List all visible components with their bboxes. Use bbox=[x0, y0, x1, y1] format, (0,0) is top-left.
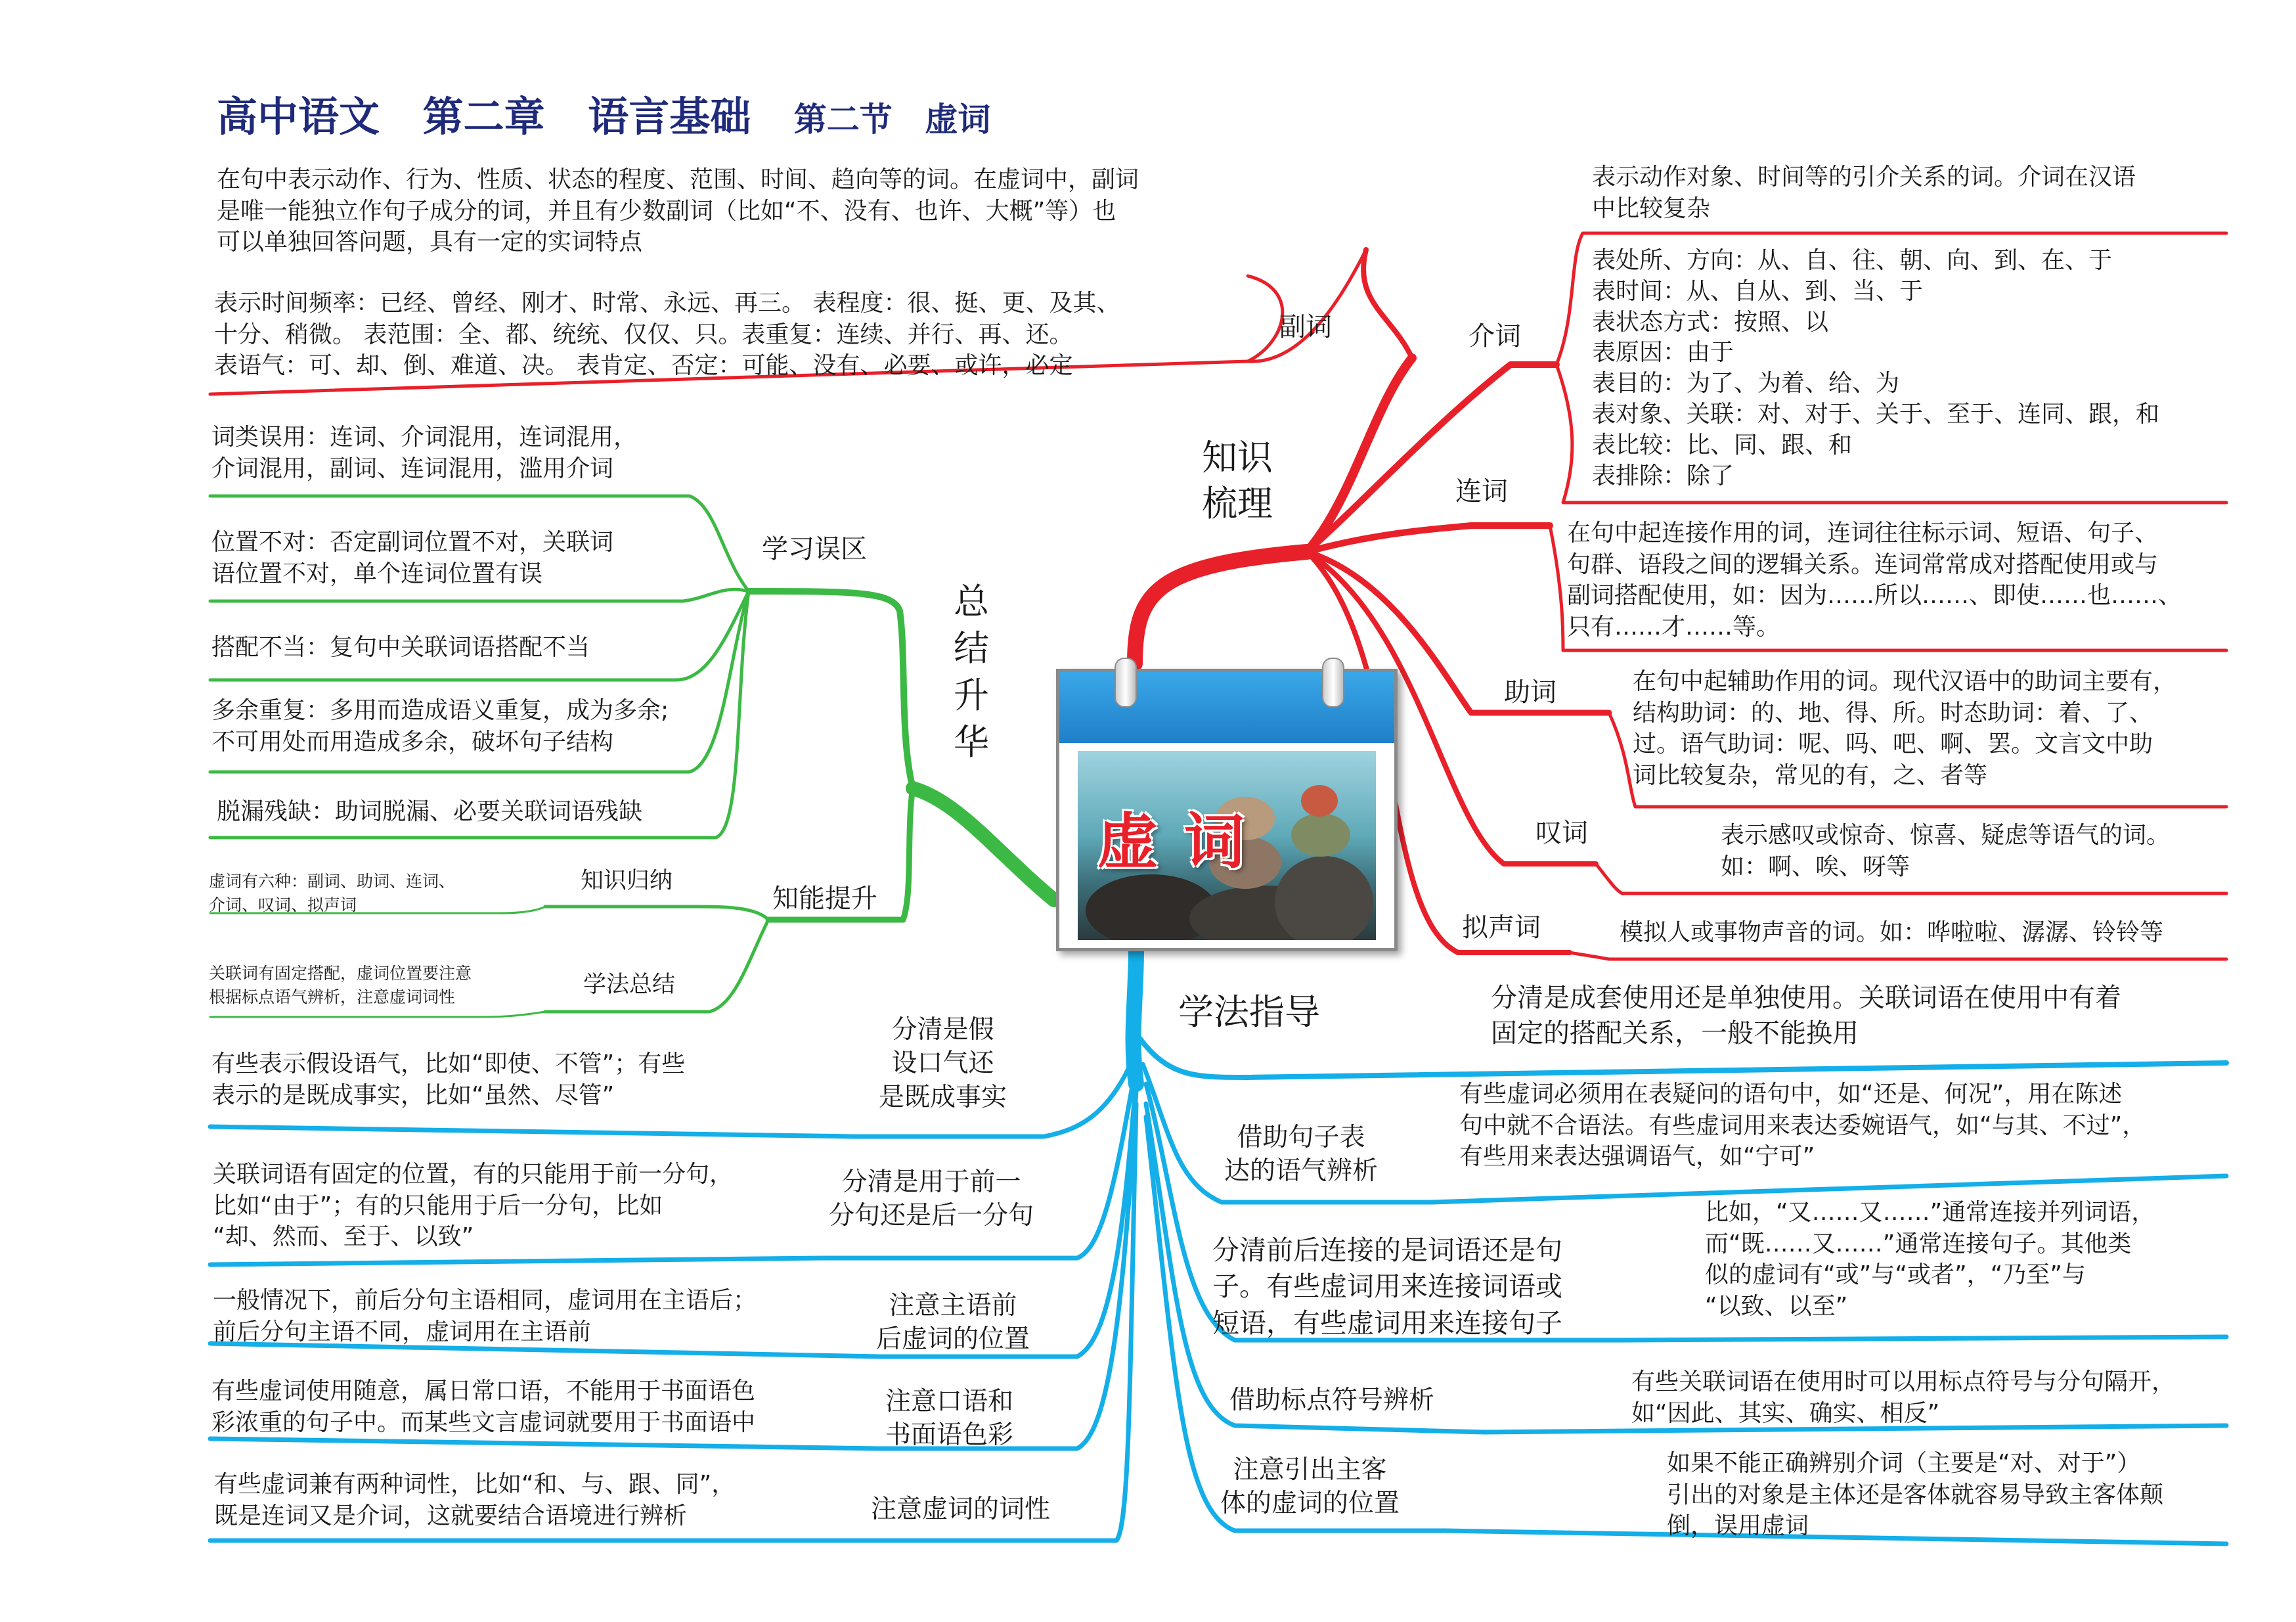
method-right-text bbox=[1491, 980, 2121, 1051]
text-line: 搭配不当：复句中关联词语搭配不当 bbox=[211, 634, 590, 661]
text-line: 比如“由于”；有的只能用于后一分句，比如 bbox=[213, 1192, 663, 1219]
fuci-node[interactable]: 副词 bbox=[1279, 312, 1332, 342]
text-line: 注意虚词的词性 bbox=[871, 1495, 1051, 1524]
summary-label-char: 华 bbox=[954, 721, 989, 763]
text-line: 结构助词：的、地、得、所。时态助词：着、了、 bbox=[1633, 699, 2153, 727]
knowledge-summary-node[interactable]: 知识归纳 bbox=[581, 868, 673, 894]
text-line: 只有……才……等。 bbox=[1567, 613, 1780, 641]
text-line: 注意主语前 bbox=[889, 1291, 1017, 1320]
title-sub: 虚词 bbox=[925, 101, 991, 139]
text-line: 倒，误用虚词 bbox=[1667, 1512, 1809, 1540]
text-line: 分清前后连接的是词语还是句 bbox=[1212, 1234, 1562, 1266]
text-line: 副词搭配使用，如：因为……所以……、即使……也……、 bbox=[1567, 582, 2182, 610]
improve-node[interactable]: 知能提升 bbox=[772, 884, 877, 914]
tanci-node[interactable]: 叹词 bbox=[1535, 818, 1588, 848]
text-line: 彩浓重的句子中。而某些文言虚词就要用于书面语中 bbox=[211, 1408, 756, 1436]
text-line: 有些用来表达强调语气，如“宁可” bbox=[1459, 1143, 1815, 1171]
mistake-item bbox=[211, 527, 613, 589]
method-summary-text bbox=[209, 962, 472, 1010]
method-left-node[interactable] bbox=[871, 1493, 1050, 1526]
text-line: 表排除：除了 bbox=[1592, 462, 1734, 489]
jieci-node[interactable]: 介词 bbox=[1468, 321, 1521, 351]
text-line: “却、然而、至于、以致” bbox=[213, 1223, 474, 1251]
text-line: 表对象、关联：对、对于、关于、至于、连同、跟，和 bbox=[1592, 400, 2160, 428]
fuci-types bbox=[214, 288, 1120, 382]
text-line: 介词混用，副词、连词混用，滥用介词 bbox=[211, 455, 614, 482]
text-line: “以致、以至” bbox=[1705, 1292, 1848, 1320]
method-right-text bbox=[1667, 1448, 2163, 1542]
text-line: 句中就不合语法。有些虚词用来表达委婉语气，如“与其、不过”， bbox=[1459, 1112, 2146, 1139]
knowledge-label-line: 梳理 bbox=[1202, 483, 1273, 525]
text-line: 固定的搭配关系，一般不能换用 bbox=[1491, 1018, 1859, 1048]
method-summary-node[interactable]: 学法总结 bbox=[583, 972, 676, 998]
text-line: 分清是用于前一 bbox=[841, 1167, 1021, 1197]
title-topic: 语言基础 bbox=[588, 93, 751, 141]
method-left-node[interactable] bbox=[885, 1385, 1013, 1453]
summary-label-char: 升 bbox=[954, 674, 989, 716]
text-line: 短语，有些虚词用来连接句子 bbox=[1212, 1307, 1562, 1339]
title-chapter: 第二章 bbox=[422, 93, 545, 141]
method-left-text bbox=[211, 1048, 685, 1111]
text-line: 表时间：从、自从、到、当、于 bbox=[1592, 277, 1924, 305]
text-line: 表示时间频率：已经、曾经、刚才、时常、永远、再三。 表程度：很、挺、更、及其、 bbox=[214, 290, 1120, 317]
text-line: 脱漏残缺：助词脱漏、必要关联词语残缺 bbox=[217, 798, 643, 825]
tanci-desc bbox=[1721, 820, 2170, 882]
method-left-text bbox=[213, 1159, 733, 1253]
text-line: 在句中起辅助作用的词。现代汉语中的助词主要有， bbox=[1633, 668, 2177, 695]
text-line: 如：啊、唉、呀等 bbox=[1721, 853, 1910, 880]
knowledge-label[interactable] bbox=[1202, 435, 1273, 527]
calendar-ring-icon bbox=[1115, 658, 1137, 708]
text-line: 比如，“又……又……”通常连接并列词语， bbox=[1705, 1199, 2155, 1226]
text-line: 有些关联词语在使用时可以用标点符号与分句隔开， bbox=[1631, 1368, 2176, 1395]
method-right-text bbox=[1705, 1197, 2155, 1322]
text-line: 位置不对：否定副词位置不对，关联词 bbox=[211, 529, 614, 556]
text-line: 表示的是既成事实，比如“虽然、尽管” bbox=[211, 1081, 615, 1109]
nishengci-desc: 模拟人或事物声音的词。如：哗啦啦、潺潺、铃铃等 bbox=[1620, 919, 2164, 946]
text-line: 书面语色彩 bbox=[885, 1420, 1014, 1451]
text-line: 似的虚词有“或”与“或者”，“乃至”与 bbox=[1705, 1261, 2086, 1289]
method-right-node[interactable] bbox=[1229, 1384, 1434, 1417]
text-line: 介词、叹词、拟声词 bbox=[209, 895, 357, 915]
method-right-text bbox=[1631, 1366, 2175, 1429]
title-subject: 高中语文 bbox=[217, 93, 380, 141]
calendar-ring-icon bbox=[1322, 658, 1344, 708]
text-line: 而“既……又……”通常连接句子。其他类 bbox=[1705, 1230, 2132, 1257]
text-line: 表示感叹或惊奇、惊喜、疑虑等语气的词。 bbox=[1721, 822, 2171, 849]
text-line: 不可用处而用造成多余，破坏句子结构 bbox=[211, 728, 614, 755]
text-line: 表原因：由于 bbox=[1592, 339, 1734, 367]
method-right-text bbox=[1459, 1079, 2146, 1173]
jieci-intro bbox=[1592, 162, 2136, 224]
text-line: 子。有些虚词用来连接词语或 bbox=[1212, 1271, 1562, 1303]
text-line: 是唯一能独立作句子成分的词，并且有少数副词（比如“不、没有、也许、大概”等）也 bbox=[217, 197, 1116, 225]
page-title bbox=[217, 84, 1019, 143]
mistakes-node[interactable]: 学习误区 bbox=[762, 534, 867, 564]
method-left-text bbox=[211, 1376, 755, 1438]
text-line: 如果不能正确辨别介词（主要是“对、对于”） bbox=[1667, 1450, 2141, 1477]
summary-label-char: 总 bbox=[954, 581, 989, 622]
text-line: 表状态方式：按照、以 bbox=[1592, 308, 1829, 336]
text-line: 在句中表示动作、行为、性质、状态的程度、范围、时间、趋向等的词。在虚词中，副词 bbox=[217, 166, 1139, 193]
text-line: 表处所、方向：从、自、往、朝、向、到、在、于 bbox=[1592, 247, 2113, 274]
text-line: 是既成事实 bbox=[879, 1082, 1007, 1112]
jieci-types bbox=[1592, 246, 2159, 491]
text-line: 语位置不对，单个连词位置有误 bbox=[211, 560, 543, 587]
text-line: 表语气：可、却、倒、难道、决。 表肯定、否定：可能、没有、必要、或许，必定 bbox=[214, 352, 1073, 380]
method-left-node[interactable] bbox=[876, 1289, 1030, 1357]
text-line: 词类误用：连词、介词混用，连词混用， bbox=[211, 424, 638, 451]
text-line: 一般情况下，前后分句主语相同，虚词用在主语后； bbox=[213, 1287, 757, 1314]
knowledge-summary-text bbox=[209, 870, 455, 918]
text-line: 表示动作对象、时间等的引介关系的词。介词在汉语 bbox=[1592, 164, 2136, 191]
text-line: 根据标点语气辨析，注意虚词词性 bbox=[209, 987, 456, 1007]
text-line: 借助句子表 bbox=[1237, 1123, 1365, 1152]
text-line: 句群、语段之间的逻辑关系。连词常常成对搭配使用或与 bbox=[1567, 551, 2159, 578]
text-line: 有些表示假设语气，比如“即使、不管”；有些 bbox=[211, 1050, 686, 1077]
center-label: 虚词 bbox=[1097, 807, 1271, 877]
text-line: 前后分句主语不同，虚词用在主语前 bbox=[213, 1318, 592, 1345]
fuci-intro bbox=[217, 164, 1139, 258]
text-line: 引出的对象是主体还是客体就容易导致主客体颠 bbox=[1667, 1481, 2164, 1508]
text-line: 关联词语有固定的位置，有的只能用于前一分句， bbox=[213, 1161, 734, 1188]
text-line: 设口气还 bbox=[891, 1048, 994, 1079]
method-right-node[interactable] bbox=[1220, 1453, 1400, 1521]
text-line: 有些虚词必须用在表疑问的语句中，如“还是、何况”，用在陈述 bbox=[1459, 1081, 2123, 1108]
text-line: 分句还是后一分句 bbox=[829, 1201, 1034, 1231]
text-line: 词比较复杂，常见的有，之、者等 bbox=[1633, 761, 1988, 789]
summary-label[interactable] bbox=[954, 578, 989, 765]
text-line: 表比较：比、同、跟、和 bbox=[1592, 431, 1853, 459]
lianci-desc bbox=[1567, 518, 2182, 642]
text-line: 十分、稍微。 表范围：全、都、统统、仅仅、只。表重复：连续、并行、再、还。 bbox=[214, 321, 1073, 348]
text-line: 达的语气辨析 bbox=[1224, 1156, 1379, 1186]
text-line: 后虚词的位置 bbox=[876, 1324, 1030, 1355]
text-line: 借助标点符号辨析 bbox=[1229, 1385, 1435, 1415]
text-line: 表目的：为了、为着、给、为 bbox=[1592, 370, 1900, 397]
text-line: 注意引出主客 bbox=[1233, 1455, 1387, 1485]
text-line: 虚词有六种：副词、助词、连词、 bbox=[209, 872, 456, 891]
text-line: 在句中起连接作用的词，连词往往标示词、短语、句子、 bbox=[1567, 520, 2159, 547]
mistake-item bbox=[211, 695, 669, 757]
text-line: 中比较复杂 bbox=[1592, 194, 1711, 222]
text-line: 分清是成套使用还是单独使用。关联词语在使用中有着 bbox=[1491, 983, 2121, 1013]
text-line: 关联词有固定搭配，虚词位置要注意 bbox=[209, 964, 472, 983]
zhuci-desc bbox=[1633, 666, 2176, 791]
method-left-node[interactable] bbox=[829, 1165, 1034, 1233]
lianci-node[interactable]: 连词 bbox=[1455, 476, 1508, 507]
summary-label-char: 结 bbox=[954, 627, 989, 669]
method-left-text bbox=[214, 1469, 735, 1531]
method-label[interactable]: 学法指导 bbox=[1178, 991, 1320, 1033]
mistake-item bbox=[211, 422, 637, 484]
text-line: 注意口语和 bbox=[885, 1387, 1014, 1416]
method-right-node[interactable] bbox=[1224, 1121, 1378, 1188]
method-left-text bbox=[213, 1285, 757, 1347]
mistake-item bbox=[217, 796, 642, 828]
text-line: 可以单独回答问题，具有一定的实词特点 bbox=[217, 229, 643, 256]
zhuci-node[interactable]: 助词 bbox=[1504, 677, 1556, 708]
text-line: 如“因此、其实、确实、相反” bbox=[1631, 1399, 1940, 1427]
nishengci-node[interactable]: 拟声词 bbox=[1462, 912, 1541, 943]
text-line: 体的虚词的位置 bbox=[1220, 1489, 1400, 1519]
text-line: 多余重复：多用而造成语义重复，成为多余; bbox=[211, 697, 669, 724]
mistake-item bbox=[211, 632, 590, 664]
text-line: 分清是假 bbox=[891, 1015, 994, 1045]
knowledge-label-line: 知识 bbox=[1202, 437, 1273, 478]
text-line: 过。语气助词：呢、吗、吧、啊、罢。文言文中助 bbox=[1633, 731, 2153, 758]
text-line: 既是连词又是介词，这就要结合语境进行辨析 bbox=[214, 1502, 688, 1529]
title-section: 第二节 bbox=[793, 101, 893, 139]
method-left-node[interactable] bbox=[879, 1013, 1007, 1114]
center-node[interactable] bbox=[1056, 669, 1398, 951]
text-line: 有些虚词兼有两种词性，比如“和、与、跟、同”， bbox=[214, 1471, 736, 1498]
method-right-node[interactable] bbox=[1212, 1232, 1562, 1341]
text-line: 有些虚词使用随意，属日常口语，不能用于书面语色 bbox=[211, 1378, 756, 1405]
